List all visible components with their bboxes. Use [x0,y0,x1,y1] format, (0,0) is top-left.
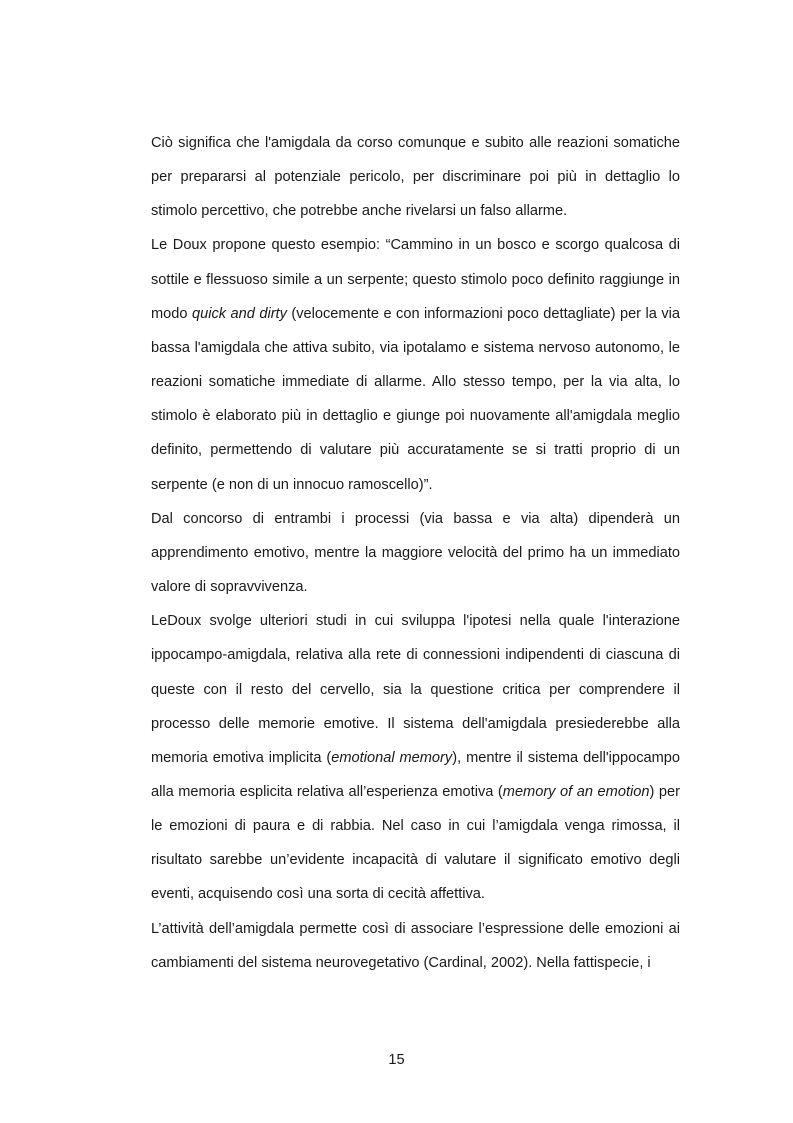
paragraph-5 [151,912,680,980]
paragraph-text: ) per le emozioni di paura e di rabbia. Nel caso in cui l’amigdala venga rimossa, il risultato sarebbe un’evidente incapacità di valutare il significato emotivo degli eventi, acquisendo così una sorta di cecità affettiva. [151,783,680,903]
italic-term: emotional memory [331,749,453,766]
paragraph-text: Dal concorso di entrambi i processi (via bassa e via alta) dipenderà un apprendimento emotivo, mentre la maggiore velocità del primo ha un immediato valore di sopravvivenza. [151,510,680,596]
paragraph-text: Ciò significa che l'amigdala da corso comunque e subito alle reazioni somatiche per prepararsi al potenziale pericolo, per discriminare poi più in dettaglio lo stimolo percettivo, che potrebbe anche rivelarsi un falso allarme. [151,135,680,220]
paragraph-2 [151,228,680,501]
paragraph-4 [151,604,680,911]
paragraph-3 [151,502,680,604]
paragraph-text: L’attività dell’amigdala permette così di associare l’espressione delle emozioni ai cambiamenti del sistema neurovegetativo (Cardinal, 2002). Nella fattispecie, i [151,920,680,971]
page-number: 15 [388,1052,405,1068]
body-text [151,126,680,980]
paragraph-1 [151,126,680,228]
paragraph-text: Le Doux propone questo esempio: “Cammino in un bosco e scorgo qualcosa di sottile e flessuoso simile a un serpente; questo stimolo poco definito raggiunge in modo [151,237,680,322]
italic-term: quick and dirty [191,305,287,322]
paragraph-text: LeDoux svolge ulteriori studi in cui sviluppa l'ipotesi nella quale l'interazione ippocampo-amigdala, relativa alla rete di connessioni indipendenti di ciascuna di queste con il resto del cervello, sia la questione critica per comprendere il processo delle memorie emotive. Il sistema dell'amigdala presiederebbe alla memoria emotiva implicita ( [151,613,680,766]
paragraph-text: (velocemente e con informazioni poco dettagliate) per la via bassa l'amigdala che attiva subito, via ipotalamo e sistema nervoso autonomo, le reazioni somatiche immediate di allarme. Allo stesso tempo, per la via alta, lo stimolo è elaborato più in dettaglio e giunge poi nuovamente all'amigdala meglio definito, permettendo di valutare più accuratamente se si tratti proprio di un serpente (e non di un innocuo ramoscello)”. [151,305,680,493]
italic-term: memory of an emotion [502,783,650,800]
paragraph-text: ), mentre il sistema dell'ippocampo alla memoria esplicita relativa all’esperienza emotiva ( [151,749,680,800]
